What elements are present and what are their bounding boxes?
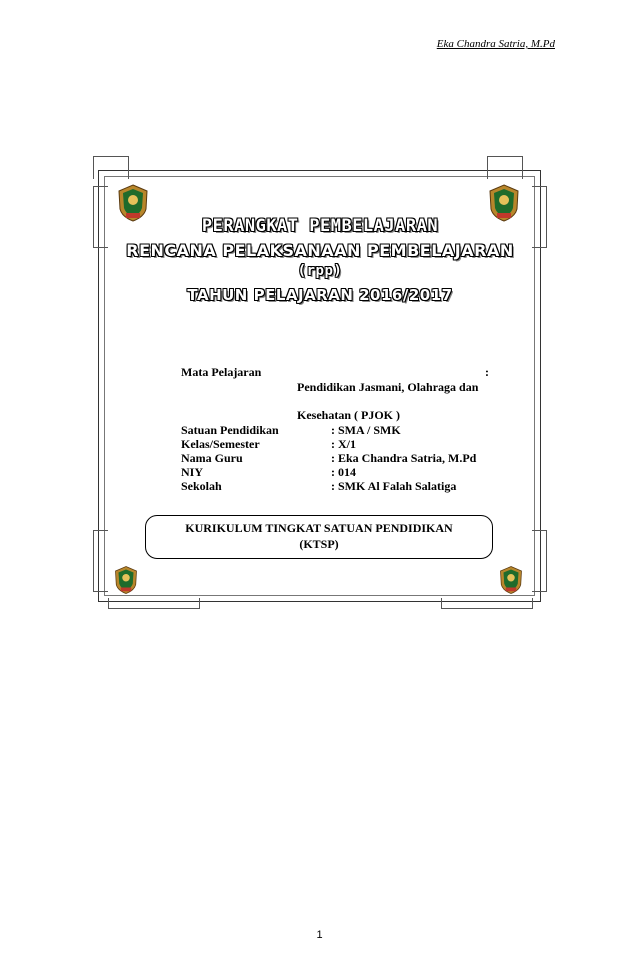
school-emblem-icon: [498, 565, 524, 595]
school-emblem-icon: [113, 565, 139, 595]
info-value: : SMK Al Falah Salatiga: [331, 479, 457, 493]
curriculum-title: KURIKULUM TINGKAT SATUAN PENDIDIKAN: [185, 521, 453, 535]
info-value: : SMA / SMK: [331, 423, 401, 437]
curriculum-abbreviation: (KTSP): [299, 537, 339, 551]
curriculum-box: [145, 515, 493, 559]
info-value: : 014: [331, 465, 356, 479]
info-colon: :: [485, 365, 489, 379]
info-label: Nama Guru: [181, 451, 243, 465]
cover-title: PERANGKAT PEMBELAJARAN: [201, 216, 439, 236]
info-value-mata-pelajaran-cont: Kesehatan ( PJOK ): [297, 408, 400, 422]
info-label: Sekolah: [181, 479, 222, 493]
cover-academic-year: TAHUN PELAJARAN 2016/2017: [187, 286, 453, 304]
cover-abbreviation: (rpp): [297, 263, 343, 279]
info-label: Satuan Pendidikan: [181, 423, 279, 437]
cover-subtitle: RENCANA PELAKSANAAN PEMBELAJARAN: [126, 241, 514, 260]
info-label-mata-pelajaran: Mata Pelajaran: [181, 365, 262, 379]
header-author: Eka Chandra Satria, M.Pd: [436, 38, 555, 50]
info-label: NIY: [181, 465, 204, 479]
page-number: 1: [316, 929, 323, 941]
info-label: Kelas/Semester: [181, 437, 260, 451]
info-value: : Eka Chandra Satria, M.Pd: [331, 451, 477, 465]
info-value-mata-pelajaran: Pendidikan Jasmani, Olahraga dan: [297, 380, 479, 394]
info-value: : X/1: [331, 437, 356, 451]
